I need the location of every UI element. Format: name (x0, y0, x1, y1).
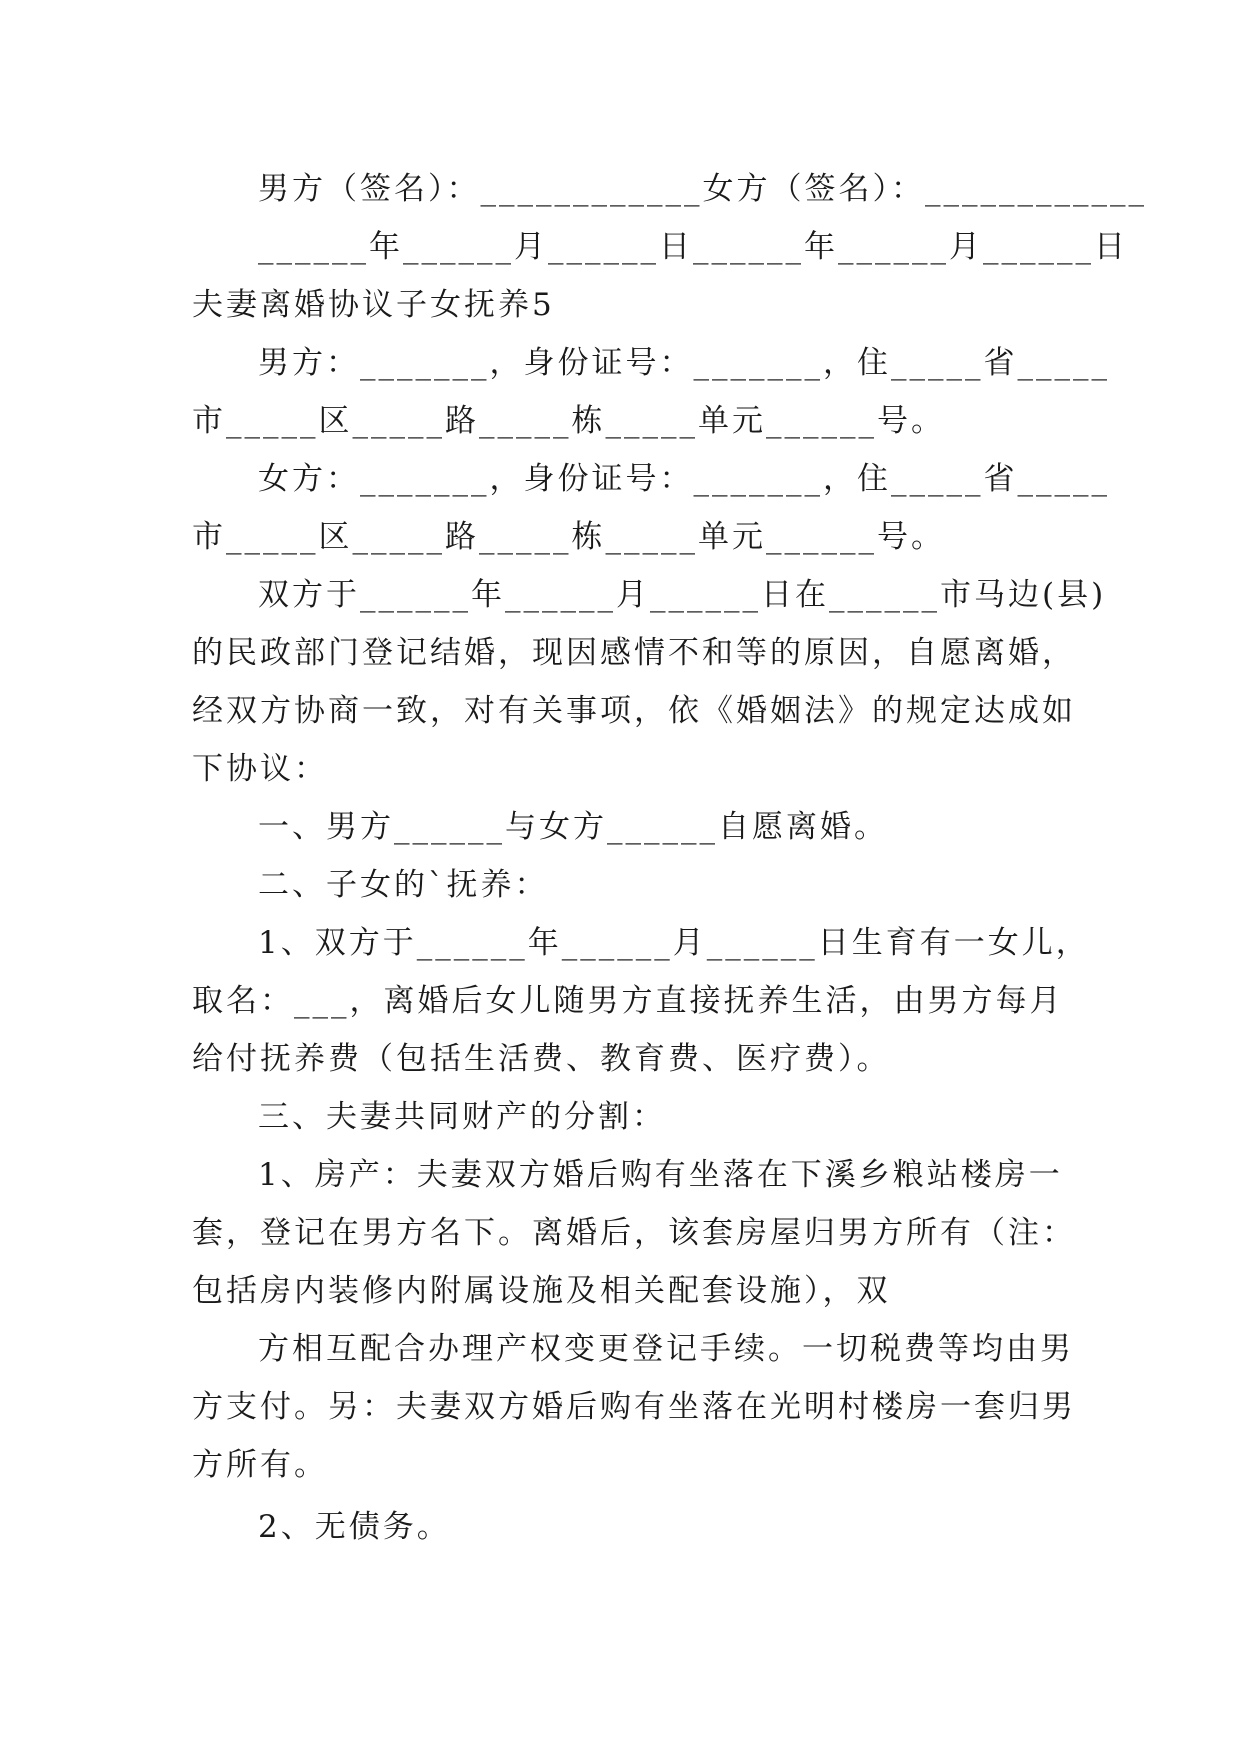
husband-address-line: 市_____区_____路_____栋_____单元______号。 (192, 403, 945, 439)
section-title: 夫妻离婚协议子女抚养5 (192, 287, 555, 323)
paragraph-line: 的民政部门登记结婚，现因感情不和等的原因，自愿离婚， (192, 635, 1076, 671)
husband-info-line: 男方：_______，身份证号：_______，住_____省_____ (258, 345, 1110, 381)
wife-info-line: 女方：_______，身份证号：_______，住_____省_____ (258, 461, 1110, 497)
paragraph-line: 1、双方于______年______月______日生育有一女儿， (258, 925, 1090, 961)
clause-two-heading: 二、子女的`抚养： (258, 867, 549, 903)
paragraph-line: 经双方协商一致，对有关事项，依《婚姻法》的规定达成如 (192, 693, 1076, 729)
paragraph-line: 方相互配合办理产权变更登记手续。一切税费等均由男 (258, 1331, 1074, 1367)
paragraph-line: 取名：___，离婚后女儿随男方直接抚养生活，由男方每月 (192, 983, 1064, 1019)
wife-address-line: 市_____区_____路_____栋_____单元______号。 (192, 519, 945, 555)
paragraph-line: 给付抚养费（包括生活费、教育费、医疗费）。 (192, 1041, 891, 1077)
signature-line: 男方（签名）：____________女方（签名）：____________ (258, 171, 1147, 207)
paragraph-line: 方所有。 (192, 1447, 328, 1483)
paragraph-line: 1、房产：夫妻双方婚后购有坐落在下溪乡粮站楼房一 (258, 1157, 1063, 1193)
paragraph-line: 下协议： (192, 751, 328, 787)
paragraph-line: 套，登记在男方名下。离婚后，该套房屋归男方所有（注： (192, 1215, 1076, 1251)
document-page (192, 160, 1147, 1560)
clause-three-heading: 三、夫妻共同财产的分割： (258, 1099, 666, 1135)
debt-clause: 2、无债务。 (258, 1509, 451, 1545)
clause-one: 一、男方______与女方______自愿离婚。 (258, 809, 888, 845)
paragraph-line: 方支付。另：夫妻双方婚后购有坐落在光明村楼房一套归男 (192, 1389, 1076, 1425)
paragraph-line: 双方于______年______月______日在______市马边(县) (258, 577, 1107, 613)
date-line: ______年______月______日______年______月______日 (258, 229, 1128, 265)
paragraph-line: 包括房内装修内附属设施及相关配套设施），双 (192, 1273, 891, 1309)
